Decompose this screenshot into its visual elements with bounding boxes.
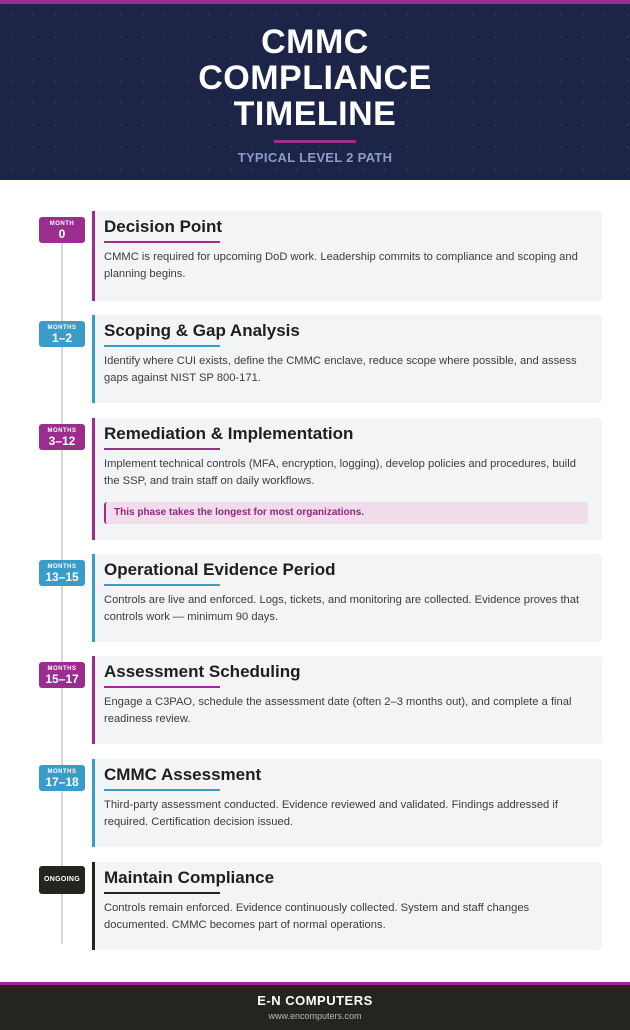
- badge-unit: MONTHS: [47, 666, 77, 672]
- title-underline: [104, 345, 220, 347]
- badge-unit: MONTHS: [47, 564, 77, 570]
- page-title: CMMC COMPLIANCE TIMELINE: [198, 23, 432, 133]
- step-description: Engage a C3PAO, schedule the assessment date (often 2–3 months out), and complete a final readiness review.: [104, 696, 572, 725]
- step-title: Operational Evidence Period: [104, 560, 336, 579]
- step-badge: [39, 560, 85, 586]
- step-badge: [39, 866, 85, 894]
- step-description: CMMC is required for upcoming DoD work. Leadership commits to compliance and scoping and planning begins.: [104, 251, 578, 280]
- title-underline: [104, 789, 220, 791]
- card-accent-bar: [92, 656, 95, 744]
- step-card: [92, 315, 602, 403]
- step-card: [92, 554, 602, 642]
- step-card: [92, 656, 602, 744]
- step-badge: [39, 424, 85, 450]
- card-accent-bar: [92, 862, 95, 950]
- step-title: Assessment Scheduling: [104, 662, 301, 681]
- step-description: Third-party assessment conducted. Evidence reviewed and validated. Findings addressed if required. Certification decision issued.: [104, 799, 558, 828]
- title-underline: [104, 241, 220, 243]
- card-accent-bar: [92, 554, 95, 642]
- step-badge: [39, 662, 85, 688]
- page-subtitle: TYPICAL LEVEL 2 PATH: [237, 150, 393, 165]
- badge-value: 15–17: [45, 672, 79, 686]
- header-banner: [0, 4, 630, 180]
- step-card: [92, 418, 602, 540]
- step-description: Controls remain enforced. Evidence continuously collected. System and staff changes documented. CMMC becomes part of normal operations.: [104, 902, 530, 931]
- step-card: [92, 759, 602, 847]
- badge-unit: MONTHS: [47, 428, 77, 434]
- badge-value: 13–15: [45, 570, 79, 584]
- badge-unit: MONTHS: [47, 769, 77, 775]
- footer: [0, 985, 630, 1030]
- step-title: Remediation & Implementation: [104, 424, 354, 443]
- title-underline: [104, 686, 220, 688]
- step-description: Controls are live and enforced. Logs, tickets, and monitoring are collected. Evidence proves that controls work — minimum 90 days.: [104, 594, 580, 623]
- step-description: Implement technical controls (MFA, encryption, logging), develop policies and procedures, build the SSP, and train staff on daily workflows.: [104, 458, 576, 487]
- step-card: [92, 862, 602, 950]
- badge-value: 0: [58, 227, 66, 241]
- step-title: Decision Point: [104, 217, 223, 236]
- step-title: CMMC Assessment: [104, 765, 262, 784]
- card-accent-bar: [92, 759, 95, 847]
- badge-unit: MONTHS: [47, 325, 77, 331]
- title-underline: [274, 140, 356, 143]
- card-accent-bar: [92, 211, 95, 301]
- step-card: [92, 211, 602, 301]
- step-description: Identify where CUI exists, define the CMMC enclave, reduce scope where possible, and assess gaps against NIST SP 800-171.: [104, 355, 577, 384]
- badge-unit: MONTH: [49, 221, 75, 227]
- title-underline: [104, 448, 220, 450]
- step-title: Maintain Compliance: [104, 868, 275, 887]
- callout-note: This phase takes the longest for most organizations.: [104, 502, 588, 524]
- step-badge: [39, 321, 85, 347]
- card-accent-bar: [92, 315, 95, 403]
- badge-value: 3–12: [48, 434, 76, 448]
- footer-website-link[interactable]: www.encomputers.com: [268, 1011, 362, 1021]
- step-title: Scoping & Gap Analysis: [104, 321, 300, 340]
- title-underline: [104, 584, 220, 586]
- step-badge: [39, 217, 85, 243]
- card-accent-bar: [92, 418, 95, 540]
- badge-value: ONGOING: [44, 876, 80, 883]
- title-underline: [104, 892, 220, 894]
- badge-value: 17–18: [45, 775, 79, 789]
- badge-value: 1–2: [51, 331, 73, 345]
- step-badge: [39, 765, 85, 791]
- footer-company-name: E-N COMPUTERS: [257, 993, 373, 1008]
